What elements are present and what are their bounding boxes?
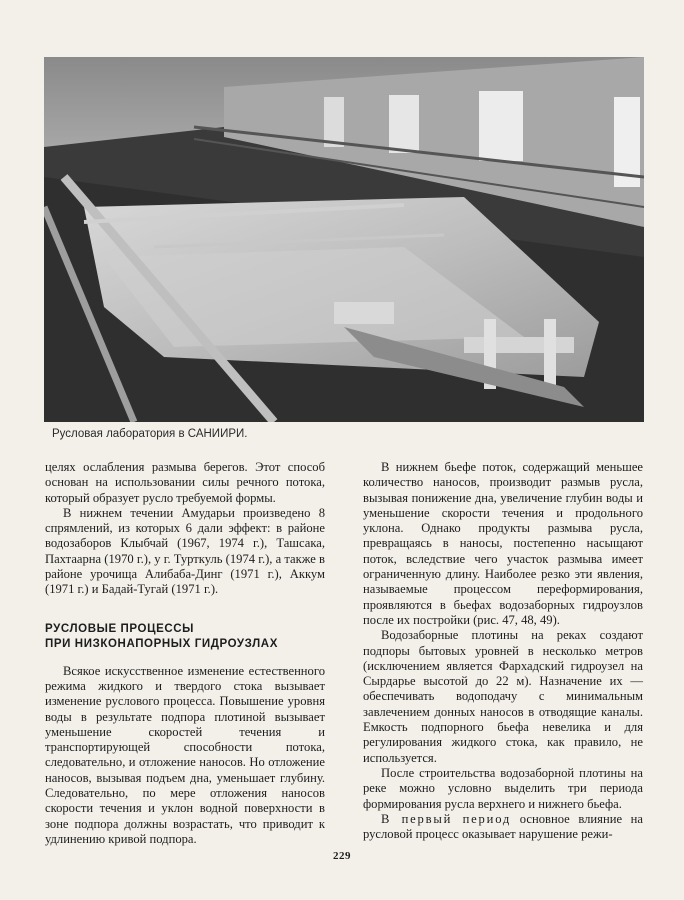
paragraph: В нижнем течении Амударьи произведено 8 спрямлений, из которых 6 дали эффект: в районе водозаборов Клыбчай (1967, 1974 г.), Ташсака, Пахтаарна (1970 г.), у г. Турткуль (1974 г.), а также в районе урочища Алибаба-Динг (1971 г.), Аккум (1971 г.) и Бадай-Тугай (1971 г.). bbox=[45, 505, 325, 597]
paragraph: Всякое искусственное изменение естественного режима жидкого и твердого стока вызывает изменение руслового процесса. Повышение уровня воды в результате подпора плотиной вызывает уменьшение скоростей течения и транспортирующей способности потока, следовательно, и отложение наносов. Но отложение наносов, вызывая подъем дна, уменьшает глубину. Следовательно, по мере отложения наносов скорости течения и уклон водной поверхности в зоне подпора должны возрастать, что приводит к удлинению кривой подпора. bbox=[45, 663, 325, 846]
paragraph: целях ослабления размыва берегов. Этот способ основан на использовании силы речного потока, который образует русло требуемой формы. bbox=[45, 460, 325, 505]
section-heading bbox=[45, 622, 325, 652]
paragraph: В нижнем бьефе поток, содержащий меньшее количество наносов, производит размыв русла, вызывая понижение дна, увеличение глубин воды и уменьшение скорости течения и продольного уклона. Однако продукты размыва русла, превращаясь в наносы, постепенно насыщают поток, вследствие чего участок размыва имеет ограниченную длину. Наиболее резко эти явления, называемые процессом переформирования, проявляются в бьефах водозаборных гидроузлов после их постройки (рис. 47, 48, 49). bbox=[363, 460, 643, 627]
laboratory-photo bbox=[44, 57, 644, 422]
figure-caption: Русловая лаборатория в САНИИРИ. bbox=[52, 428, 248, 440]
section-heading-line: ПРИ НИЗКОНАПОРНЫХ ГИДРОУЗЛАХ bbox=[45, 637, 278, 650]
page-number: 229 bbox=[333, 850, 351, 862]
right-column bbox=[363, 460, 643, 842]
spaced-emphasis: В первый период bbox=[381, 811, 512, 826]
left-column bbox=[45, 460, 325, 847]
paragraph: После строительства водозаборной плотины на реке можно условно выделить три периода формирования русла верхнего и нижнего бьефа. bbox=[363, 765, 643, 811]
paragraph: Водозаборные плотины на реках создают подпоры бытовых уровней в несколько метров (исключением является Фархадский гидроузел на Сырдарье высотой до 22 м). Назначение их — обеспечивать водоподачу с минимальным завлечением донных наносов в отводящие каналы. Емкость подпорного бьефа невелика и для регулирования жидкого стока, как правило, не используется. bbox=[363, 628, 643, 765]
section-heading-line: РУСЛОВЫЕ ПРОЦЕССЫ bbox=[45, 622, 195, 635]
paragraph bbox=[363, 812, 643, 843]
paragraph-text: основное влияние на русловой процесс оказывает нарушение режи- bbox=[363, 811, 643, 842]
